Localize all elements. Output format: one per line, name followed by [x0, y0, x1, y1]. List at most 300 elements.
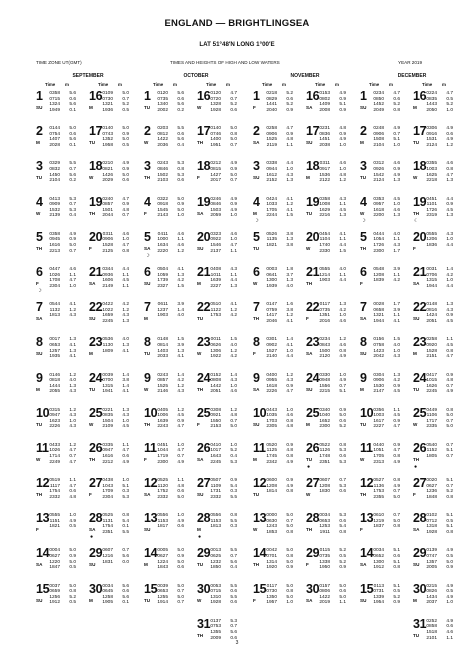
tide-time: 1258 [102, 594, 113, 600]
tide-time: 1153 [210, 518, 221, 524]
tide-height: 1.3 [446, 302, 453, 308]
tide-height: 1.0 [122, 478, 129, 484]
tide-height: 4.3 [69, 313, 76, 319]
day-of-week: SU [197, 245, 204, 251]
tide-time: 0210 [102, 161, 113, 167]
tide-height: 5.2 [339, 548, 346, 554]
tide-row [422, 178, 453, 184]
day-number: 2 [253, 124, 260, 139]
day-of-week: W [89, 421, 94, 427]
tide-height: 5.0 [177, 559, 184, 565]
tide-height: 0.6 [122, 178, 129, 184]
day-number: 13 [36, 511, 50, 526]
day-entry [89, 125, 141, 160]
tide-time: 2033 [157, 354, 168, 360]
tide-row [262, 530, 293, 536]
tide-height: 5.2 [446, 489, 453, 495]
tide-row [315, 178, 346, 184]
tide-height: 0.8 [446, 348, 453, 354]
day-column [144, 82, 196, 618]
tide-row [422, 424, 453, 430]
day-of-week: TH [36, 245, 43, 251]
tide-time: 0042 [266, 548, 277, 554]
tide-height: 1.2 [122, 307, 129, 313]
tide-height: 4.3 [230, 378, 237, 384]
day-number: 22 [197, 300, 211, 315]
tide-time: 0355 [426, 161, 437, 167]
tide-row [262, 319, 293, 325]
tide-time: 2104 [373, 142, 384, 148]
tide-time: 1719 [157, 454, 168, 460]
tide-height: 0.5 [393, 589, 400, 595]
tide-time: 1753 [373, 489, 384, 495]
tide-time: 2016 [319, 318, 330, 324]
day-entry [413, 583, 465, 618]
tide-height: 4.9 [230, 207, 237, 213]
day-of-week: F [144, 456, 147, 462]
tide-height: 4.8 [286, 448, 293, 454]
tide-time: 0607 [102, 548, 113, 554]
tide-time: 1136 [373, 483, 384, 489]
tide-row [369, 278, 400, 284]
tide-height: 1.4 [177, 372, 184, 378]
tide-height: 1.6 [286, 302, 293, 308]
tide-time: 1958 [102, 142, 113, 148]
tide-time: 1043 [102, 483, 113, 489]
tide-height: 1.2 [230, 348, 237, 354]
tide-time: 0947 [102, 448, 113, 454]
tide-time: 2244 [266, 213, 277, 219]
tide-time: 2051 [210, 389, 221, 395]
tide-time: 0607 [319, 478, 330, 484]
day-of-week: TH [253, 316, 260, 322]
tide-time: 0658 [373, 307, 384, 313]
day-number: 3 [360, 159, 367, 174]
tide-time: 1040 [319, 413, 330, 419]
tide-time: 0221 [102, 407, 113, 413]
tide-time: 0315 [49, 407, 60, 413]
tide-time: 0947 [49, 413, 60, 419]
tide-time: 1625 [426, 172, 437, 178]
tide-time: 1256 [49, 594, 60, 600]
tide-time: 2104 [49, 178, 60, 184]
tide-height: 5.0 [446, 559, 453, 565]
tide-height: 4.9 [69, 518, 76, 524]
tide-height: 0.9 [393, 166, 400, 172]
tide-time: 0117 [319, 302, 330, 308]
tide-height: 0.9 [177, 202, 184, 208]
tide-height: 1.2 [339, 178, 346, 184]
tide-time: 1126 [319, 448, 330, 454]
tide-time: 2216 [319, 213, 330, 219]
day-of-week: F [89, 245, 92, 251]
height-header: m [226, 82, 230, 87]
tide-height: 0.5 [122, 142, 129, 148]
day-entry [360, 583, 412, 618]
tide-time: 1101 [426, 202, 437, 208]
tide-time: 2028 [49, 142, 60, 148]
tide-row [262, 284, 293, 290]
tide-time: 2005 [426, 565, 437, 571]
tide-height: 4.1 [122, 348, 129, 354]
day-number: 7 [36, 300, 43, 315]
tide-time: 1714 [49, 454, 60, 460]
tide-time: 1314 [266, 559, 277, 565]
tide-height: 1.3 [339, 213, 346, 219]
tide-height: 0.3 [122, 489, 129, 495]
tide-height: 4.4 [339, 242, 346, 248]
tide-time: 0918 [157, 202, 168, 208]
tide-height: 1.2 [177, 383, 184, 389]
day-of-week: TU [413, 386, 420, 392]
moon-phase-icon: ☾ [414, 217, 419, 224]
day-number: 24 [413, 370, 427, 385]
tide-time: 0944 [266, 166, 277, 172]
day-number: 20 [306, 229, 320, 244]
day-entry [253, 160, 305, 195]
tide-time: 1639 [157, 418, 168, 424]
day-number: 14 [144, 546, 158, 561]
tide-time: 1237 [157, 307, 168, 313]
day-of-week: SA [253, 140, 260, 146]
tide-time: 0037 [49, 583, 60, 589]
day-entry [89, 477, 141, 512]
tide-time: 0753 [210, 624, 221, 630]
day-of-week: M [197, 280, 201, 286]
day-of-week: SU [306, 140, 313, 146]
tide-height: 0.7 [446, 442, 453, 448]
tide-time: 1243 [266, 524, 277, 530]
tide-row [369, 249, 400, 255]
day-number: 11 [360, 440, 373, 455]
tide-height: 4.9 [122, 161, 129, 167]
tide-row [45, 313, 76, 319]
tide-row [315, 424, 346, 430]
tide-time: 0117 [266, 583, 277, 589]
tide-row [369, 460, 400, 466]
tide-time: 1500 [319, 348, 330, 354]
day-entry [413, 442, 465, 477]
tide-time: 0034 [373, 548, 384, 554]
day-number: 8 [36, 335, 43, 350]
day-number: 17 [306, 124, 320, 139]
day-of-week: SA [306, 351, 313, 357]
day-of-week: TH [360, 492, 367, 498]
tide-row [422, 600, 453, 606]
tide-time: 1726 [373, 242, 384, 248]
tide-time: 2051 [426, 318, 437, 324]
tide-height: 0.4 [69, 213, 76, 219]
tide-time: 1011 [210, 272, 221, 278]
day-of-week: SA [144, 245, 151, 251]
tide-height: 0.8 [69, 589, 76, 595]
day-entry [197, 477, 249, 512]
tide-row [422, 454, 453, 460]
tide-height: 4.1 [286, 318, 293, 324]
tide-height: 4.9 [393, 126, 400, 132]
tide-height: 5.0 [122, 172, 129, 178]
day-of-week: W [253, 280, 258, 286]
tide-height: 1.0 [339, 166, 346, 172]
day-of-week: W [360, 456, 365, 462]
tide-height: 0.7 [230, 96, 237, 102]
tide-height: 1.3 [393, 213, 400, 219]
day-entry [306, 90, 358, 125]
tide-height: 5.0 [286, 513, 293, 519]
day-entry [413, 231, 465, 266]
tide-height: 4.7 [286, 126, 293, 132]
tide-time: 1422 [157, 137, 168, 143]
tide-height: 0.8 [286, 554, 293, 560]
day-of-week: W [413, 421, 418, 427]
tide-time: 1530 [373, 383, 384, 389]
day-entry [306, 547, 358, 582]
tide-height: 4.6 [446, 161, 453, 167]
tide-time: 0806 [319, 589, 330, 595]
tide-row [262, 489, 293, 495]
tide-height: 5.4 [122, 518, 129, 524]
tide-height: 4.3 [230, 266, 237, 272]
tide-height: 0.7 [122, 548, 129, 554]
tide-time: 0916 [426, 131, 437, 137]
tide-time: 0410 [210, 442, 221, 448]
tide-time: 0451 [426, 196, 437, 202]
tide-height: 1.1 [339, 600, 346, 606]
tide-time: 1236 [426, 489, 437, 495]
day-number: 23 [306, 335, 320, 350]
tide-row [98, 349, 129, 355]
tide-height: 1.7 [393, 248, 400, 254]
year-label: YEAR 2019 [398, 60, 423, 65]
tide-height: 5.4 [230, 483, 237, 489]
tide-time: 2124 [426, 142, 437, 148]
tide-height: 4.1 [286, 207, 293, 213]
tide-height: 5.0 [286, 548, 293, 554]
day-of-week: M [360, 140, 364, 146]
day-number: 7 [144, 300, 151, 315]
day-of-week: W [197, 105, 202, 110]
tide-time: 1442 [210, 383, 221, 389]
tide-time: 0715 [210, 589, 221, 595]
day-entry [253, 231, 305, 266]
tide-height: 4.4 [122, 266, 129, 272]
tide-height: 1.0 [69, 418, 76, 424]
day-entry [413, 90, 465, 125]
tide-time: 1643 [210, 454, 221, 460]
day-of-week: F [253, 105, 256, 110]
tide-time: 0611 [157, 302, 168, 308]
day-number: 20 [197, 229, 211, 244]
tide-time: 1545 [157, 207, 168, 213]
tide-time: 0850 [373, 96, 384, 102]
tide-time: 2215 [319, 389, 330, 395]
day-entry [197, 372, 249, 407]
tide-height: 4.3 [446, 231, 453, 237]
day-entry [306, 512, 358, 547]
time-header: Time [369, 82, 380, 87]
tide-time: 0224 [426, 91, 437, 96]
day-of-week: SU [144, 280, 151, 286]
tide-time: 2226 [49, 424, 60, 430]
tide-height: 5.0 [69, 126, 76, 132]
tide-height: 0.9 [393, 383, 400, 389]
day-of-week: SA [36, 562, 43, 568]
tide-time: 2218 [426, 178, 437, 184]
day-entry [144, 336, 196, 371]
day-number: 9 [253, 370, 260, 385]
tide-time: 0832 [49, 166, 60, 172]
height-header: m [118, 82, 122, 87]
tide-time: 1753 [210, 313, 221, 319]
tide-height: 4.7 [177, 448, 184, 454]
tide-height: 4.7 [177, 424, 184, 430]
day-of-week: TU [197, 562, 204, 568]
tide-time: 1616 [49, 242, 60, 248]
tide-time: 0011 [210, 337, 221, 343]
tide-time: 0356 [373, 407, 384, 413]
day-of-week: TH [36, 492, 43, 498]
tide-height: 1.3 [286, 237, 293, 243]
day-of-week: M [36, 386, 40, 392]
day-entry [144, 301, 196, 336]
day-entry [360, 231, 412, 266]
tide-height: 4.5 [122, 278, 129, 284]
tide-time: 0013 [210, 548, 221, 554]
day-number: 15 [253, 581, 267, 596]
tide-height: 5.6 [69, 91, 76, 96]
day-of-week: TU [36, 421, 43, 427]
tide-height: 1.7 [393, 302, 400, 308]
day-of-week: F [306, 562, 309, 568]
tide-time: 1717 [426, 418, 437, 424]
tide-row [206, 178, 237, 184]
tide-row [369, 178, 400, 184]
day-entry [89, 196, 141, 231]
tide-height: 4.2 [339, 307, 346, 313]
tide-height: 0.8 [286, 418, 293, 424]
tide-time: 1550 [210, 418, 221, 424]
tide-time: 2139 [49, 213, 60, 219]
tide-height: 5.3 [339, 513, 346, 519]
tide-time: 0137 [210, 618, 221, 624]
tide-height: 5.3 [69, 207, 76, 213]
day-number: 13 [144, 511, 158, 526]
tide-height: 0.9 [69, 237, 76, 243]
tide-time: 1135 [266, 237, 277, 243]
tide-height: 4.6 [122, 231, 129, 237]
height-header: m [442, 82, 446, 87]
day-number: 1 [36, 89, 43, 103]
tide-time: 1528 [102, 242, 113, 248]
tide-height: 1.2 [69, 407, 76, 413]
tide-height: 4.2 [122, 302, 129, 308]
day-of-week: SU [360, 105, 367, 110]
tide-time: 1132 [49, 307, 60, 313]
tide-time: 1745 [266, 454, 277, 460]
tide-time: 0329 [49, 161, 60, 167]
tide-time: 1131 [102, 518, 113, 524]
tide-row [315, 213, 346, 219]
day-number: 3 [36, 159, 43, 174]
tide-time: 1814 [266, 489, 277, 495]
tide-height: 1.0 [69, 513, 76, 519]
day-of-week: TH [413, 456, 420, 462]
tide-time: 0053 [210, 583, 221, 589]
day-number: 23 [89, 335, 103, 350]
tide-time: 1109 [210, 483, 221, 489]
tide-time: 0312 [373, 161, 384, 167]
tide-time: 0507 [210, 478, 221, 484]
tide-height: 0.8 [286, 489, 293, 495]
tide-time: 2335 [426, 424, 437, 430]
day-entry [197, 301, 249, 336]
height-header: m [389, 82, 393, 87]
day-of-week: SA [197, 210, 204, 216]
tide-row [153, 354, 184, 360]
tide-height: 5.2 [339, 424, 346, 430]
tide-time: 0157 [319, 583, 330, 589]
day-of-week: F [253, 351, 256, 357]
height-header: m [65, 82, 69, 87]
tide-height: 1.1 [393, 313, 400, 319]
tide-height: 1.5 [393, 337, 400, 343]
day-number: 29 [197, 546, 211, 561]
day-number: 12 [144, 476, 158, 491]
day-number: 28 [89, 511, 103, 526]
tide-row [45, 249, 76, 255]
tide-time: 0715 [49, 96, 60, 102]
day-number: 28 [197, 511, 211, 526]
day-entry [144, 90, 196, 125]
tide-height: 5.3 [230, 618, 237, 624]
tide-time: 1352 [102, 137, 113, 143]
time-header: Time [98, 82, 109, 87]
day-number: 14 [253, 546, 267, 561]
tide-height: 5.0 [286, 583, 293, 589]
tide-time: 1705 [266, 207, 277, 213]
tide-time: 1444 [49, 383, 60, 389]
tide-height: 5.1 [446, 524, 453, 530]
day-number: 8 [144, 335, 151, 350]
tide-row [206, 354, 237, 360]
tide-time: 2351 [319, 459, 330, 465]
tide-height: 0.2 [177, 107, 184, 113]
tide-time: 2330 [319, 248, 330, 254]
tide-time: 1153 [157, 518, 168, 524]
day-number: 5 [36, 229, 43, 244]
tide-time: 0519 [49, 478, 60, 484]
tide-height: 5.0 [230, 424, 237, 430]
tide-height: 4.4 [286, 161, 293, 167]
tide-row [315, 354, 346, 360]
tide-height: 4.3 [69, 413, 76, 419]
tide-height: 4.4 [286, 354, 293, 360]
tide-time: 2146 [157, 389, 168, 395]
tide-time: 1731 [210, 489, 221, 495]
tide-row [206, 565, 237, 571]
tide-time: 2050 [426, 107, 437, 113]
tide-height: 0.4 [230, 565, 237, 571]
tide-time: 1848 [426, 494, 437, 500]
tide-time: 0759 [266, 307, 277, 313]
tide-row [206, 424, 237, 430]
tide-time: 1003 [373, 413, 384, 419]
tide-height: 5.5 [230, 594, 237, 600]
day-number: 6 [360, 264, 367, 279]
tide-time: 0353 [373, 196, 384, 202]
tide-time: 1914 [157, 600, 168, 606]
day-number: 28 [306, 511, 320, 526]
